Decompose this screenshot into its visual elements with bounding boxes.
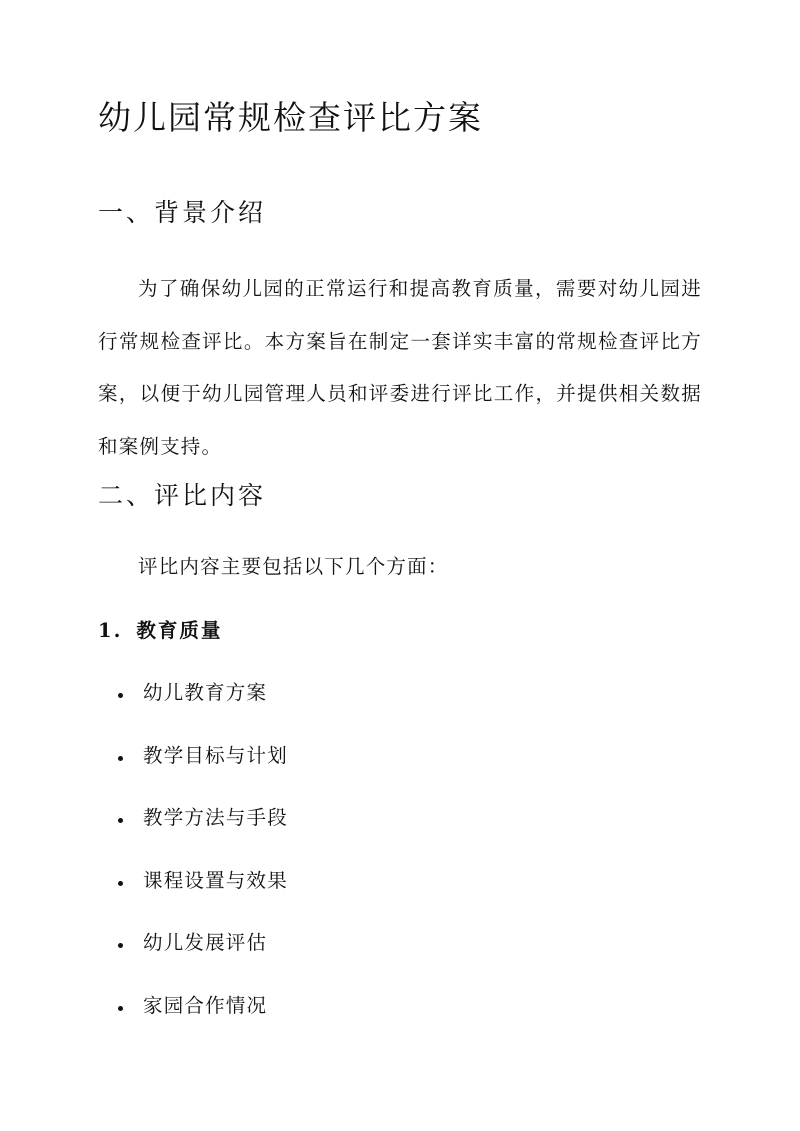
background-paragraph: 为了确保幼儿园的正常运行和提高教育质量，需要对幼儿园进行常规检查评比。本方案旨在制定一套详实丰富的常规检查评比方案，以便于幼儿园管理人员和评委进行评比工作，并提供相关数据和案例支持。 (98, 277, 702, 458)
list-item-text: 教学方法与手段 (143, 806, 288, 829)
content-intro: 评比内容主要包括以下几个方面： (138, 555, 449, 578)
bullet-icon (118, 756, 123, 761)
bullet-icon (118, 943, 123, 948)
education-quality-list (118, 678, 288, 1053)
list-item (118, 803, 288, 866)
list-item (118, 678, 288, 741)
list-item-text: 幼儿教育方案 (143, 681, 268, 704)
list-item-text: 幼儿发展评估 (143, 931, 268, 954)
section-heading-content: 二、评比内容 (98, 481, 267, 510)
list-item (118, 991, 288, 1054)
list-item (118, 928, 288, 991)
bullet-icon (118, 1006, 123, 1011)
list-item (118, 866, 288, 929)
subsection-number: 1. (98, 619, 123, 642)
bullet-icon (118, 881, 123, 886)
bullet-icon (118, 693, 123, 698)
subsection-title: 教育质量 (136, 619, 223, 642)
section-heading-background: 一、背景介绍 (98, 198, 267, 227)
list-item-text: 教学目标与计划 (143, 743, 288, 767)
document-title: 幼儿园常规检查评比方案 (98, 98, 483, 137)
list-item (118, 741, 288, 804)
subsection-heading-education-quality (98, 616, 222, 646)
bullet-icon (118, 818, 123, 823)
list-item-text: 家园合作情况 (143, 993, 268, 1017)
list-item-text: 课程设置与效果 (143, 868, 288, 892)
